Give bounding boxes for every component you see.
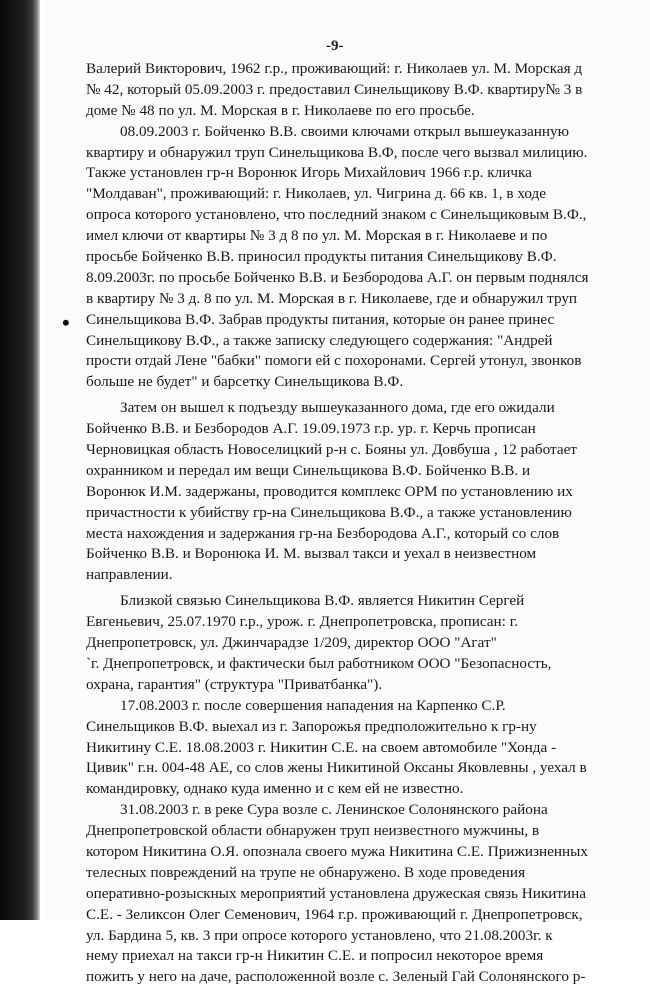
text-line: Затем он вышел к подъезду вышеуказанного дома, где его ожидали	[120, 399, 555, 417]
text-line: в квартиру № 3 д. 8 по ул. М. Морская в г. Николаеве, где и обнаружил труп	[86, 289, 578, 307]
text-line: Днепропетровской области обнаружен труп неизвестного мужчины, в	[86, 822, 540, 840]
margin-mark: •	[62, 310, 70, 335]
text-line: "Молдаван", проживающий: г. Николаев, ул. Чигрина д. 66 кв. 1, в ходе	[86, 185, 546, 203]
text-line: Бойченко В.В. и Безбородов А.Г. 19.09.1973 г.р. ур. г. Керчь прописан	[86, 420, 536, 438]
scan-binding-edge	[0, 0, 40, 920]
document-body	[86, 59, 606, 988]
text-line: Никитину С.Е. 18.08.2003 г. Никитин С.Е. на своем автомобиле "Хонда -	[86, 738, 557, 756]
text-line: Евгеньевич, 25.07.1970 г.р., урож. г. Днепропетровска, прописан: г.	[86, 613, 519, 631]
text-line: опроса которого установлено, что последний знаком с Синельщиковым В.Ф.,	[86, 206, 587, 224]
text-line: Также установлен гр-н Воронюк Игорь Михайлович 1966 г.р. кличка	[86, 164, 532, 182]
text-line: прости отдай Лене "бабки" помоги ей с похоронами. Сергей утонул, звонков	[86, 352, 582, 370]
text-line: Синельщиков В.Ф. выехал из г. Запорожья предположительно к гр-ну	[86, 717, 537, 735]
page-number: -9-	[326, 38, 344, 54]
text-line: 08.09.2003 г. Бойченко В.В. своими ключами открыл вышеуказанную	[120, 122, 569, 140]
text-line: телесных повреждений на трупе не обнаружено. В ходе проведения	[86, 863, 526, 881]
text-line: котором Никитина О.Я. опознала своего мужа Никитина С.Е. Прижизненных	[86, 842, 588, 860]
text-line: охранником и передал им вещи Синельщикова В.Ф. Бойченко В.В. и	[86, 461, 531, 479]
text-line: 17.08.2003 г. после совершения нападения на Карпенко С.Р.	[120, 696, 506, 714]
text-line: ул. Бардина 5, кв. 3 при опросе которого установлено, что 21.08.2003г. к	[86, 926, 553, 944]
text-line: имел ключи от квартиры № 3 д 8 по ул. М. Морская в г. Николаеве и по	[86, 227, 548, 245]
text-line: командировку, однако куда именно и с кем ей не известно.	[86, 780, 464, 798]
text-line: места нахождения и задержания гр-на Безбородова А.Г., который со слов	[86, 524, 560, 542]
text-line: Бойченко В.В. и Воронюка И. М. вызвал такси и уехал в неизвестном	[86, 545, 537, 563]
text-line: С.Е. - Зеликсон Олег Семенович, 1964 г.р. проживающий г. Днепропетровск,	[86, 905, 583, 923]
text-line: 31.08.2003 г. в реке Сура возле с. Ленинское Солонянского района	[120, 801, 548, 819]
text-line: больше не будет" и барсетку Синельщикова В.Ф.	[86, 373, 404, 391]
text-line: Черновицкая область Новоселицкий р-н с. Бояны ул. Довбуша , 12 работает	[86, 441, 577, 459]
text-line: оперативно-розыскных мероприятий установлена дружеская связь Никитина	[86, 884, 586, 902]
text-line: 8.09.2003г. по просьбе Бойченко В.В. и Безбородова А.Г. он первым поднялся	[86, 268, 589, 286]
text-line: просьбе Бойченко В.В. приносил продукты питания Синельщикову В.Ф.	[86, 248, 557, 266]
text-line: Воронюк И.М. задержаны, проводится комплекс ОРМ по установлению их	[86, 482, 573, 500]
text-line: охрана, гарантия" (структура "Приватбанка").	[86, 675, 383, 693]
text-line: доме № 48 по ул. М. Морская в г. Николаеве по его просьбе.	[86, 101, 475, 119]
text-line: Синельщикову В.Ф., а также записку следующего содержания: "Андрей	[86, 331, 553, 349]
text-line: Валерий Викторович, 1962 г.р., проживающий: г. Николаев ул. М. Морская д	[86, 60, 583, 77]
text-line: квартиру и обнаружил труп Синельщикова В.Ф, после чего вызвал милицию.	[86, 143, 588, 161]
text-line: нему приехал на такси гр-н Никитин С.Е. и попросил некоторое время	[86, 947, 544, 965]
text-line: Близкой связью Синельщикова В.Ф. является Никитин Сергей	[120, 592, 525, 610]
text-line: № 42, который 05.09.2003 г. предоставил Синельщикову В.Ф. квартиру№ 3 в	[86, 80, 583, 98]
text-line: `г. Днепропетровск, и фактически был работником ООО "Безопасность,	[86, 654, 552, 672]
text-line: Синельщикова В.Ф. Забрав продукты питания, которые он ранее принес	[86, 310, 555, 328]
text-line: причастности к убийству гр-на Синельщикова В.Ф., а также установлению	[86, 503, 572, 521]
text-line: Днепропетровск, ул. Джинчарадзе 1/209, директор ООО "Агат"	[86, 634, 497, 652]
text-line: направлении.	[86, 566, 173, 584]
text-line: пожить у него на даче, расположенной возле с. Зеленый Гай Солонянского р-	[86, 968, 586, 986]
text-line: Цивик" г.н. 004-48 АЕ, со слов жены Никитиной Оксаны Яковлевны , уехал в	[86, 759, 587, 777]
